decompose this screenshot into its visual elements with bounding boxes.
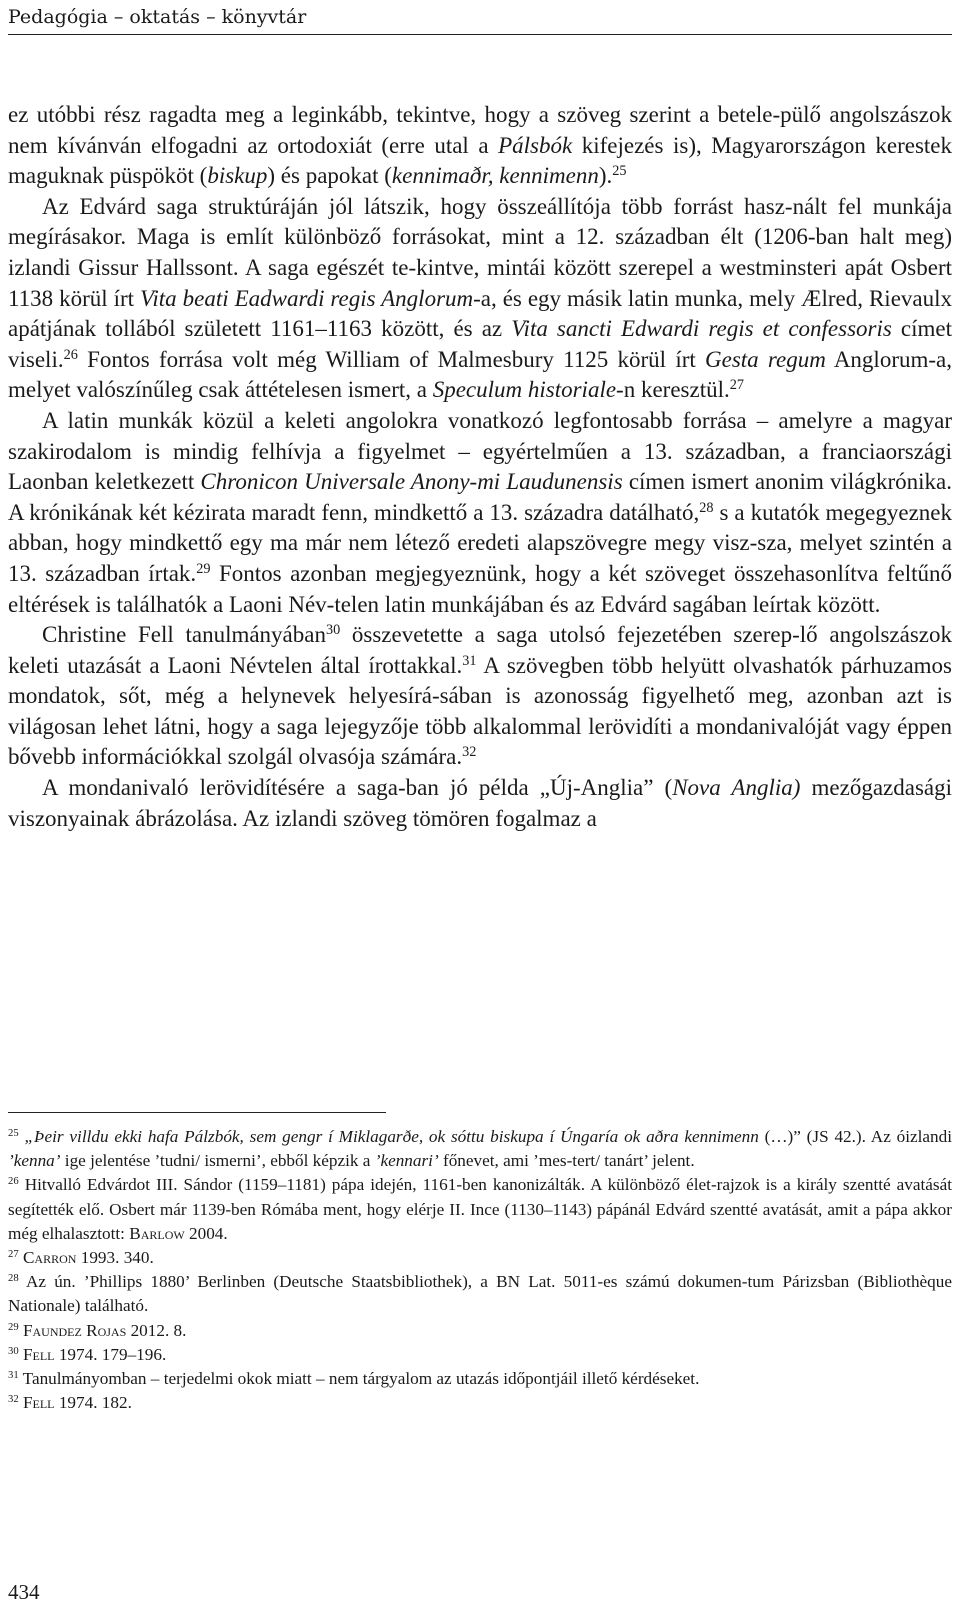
text: 2004. [184,1223,228,1243]
text: A szövegben több helyütt olvashatók párhuzamos mondatok, sőt, még a helynevek helyesírá-sában is azonosság figyelhető meg, azonban azt is világosan lehet látni, hogy a saga lejegyzője több alkalommal lerövidíti a mondanivalóját vagy éppen bővebb információkkal szolgál olvasója számára. [8,652,952,770]
footnote-number: 25 [8,1128,19,1140]
footnotes [8,1125,952,1415]
text: Fontos forrása volt még William of Malmesbury 1125 körül írt [77,346,706,372]
footnote-27 [8,1246,952,1270]
author-name: Fell [22,1344,55,1364]
text: Anglorum-a, melyet valószínűleg csak áttételesen ismert, a [8,346,952,403]
text: Fontos azonban megjegyeznünk, hogy a két szöveget összehasonlítva feltűnő eltérések is találhatók a Laoni Név-telen latin munkájában és az Edvárd sagában leírtak között. [8,560,952,617]
footnote-31 [8,1367,952,1391]
footnote-number: 28 [8,1273,19,1285]
italic-term: ’kennari’ [374,1151,439,1171]
running-title: Pedagógia – oktatás – könyvtár [8,6,307,28]
paragraph-4 [8,620,952,773]
footnote-separator [8,1112,386,1113]
text: ). [598,163,613,189]
italic-term: kennimaðr, kennimenn [391,163,599,189]
footnote-number: 30 [8,1345,19,1357]
text: mezőgazdasági viszonyainak ábrázolása. Az izlandi szöveg tömören fogalmaz a [8,775,953,831]
paragraph-2 [8,192,952,406]
text: 1974. 182. [54,1393,132,1413]
text: kifejezés is), Magyarországon kerestek maguknak püspököt ( [8,132,952,189]
text: (…)” (JS 42.). Az óizlandi [758,1127,953,1146]
italic-quote: „Þeir villdu ekki hafa Pálzbók, sem gengr í Miklagarðe, ok sóttu biskupa í Úngaría ok aðra kennimenn [24,1127,759,1146]
text: 2012. 8. [126,1320,187,1340]
text: -a, és egy másik latin munka, mely Ælred, Rievaulx apátjának tollából született 1161–1163 között, és az [8,285,953,342]
text: főnevet, ami ’mes-tert/ tanárt’ jelent. [438,1151,695,1171]
page-number: 434 [8,1580,40,1604]
italic-term: ’kenna’ [8,1151,61,1171]
text: ez utóbbi rész ragadta meg a leginkább, tekintve, hogy a szöveg szerint a betele-pülő angolszászok nem kívánván elfogadni az ortodoxiát (erre utal a [8,102,952,158]
italic-term: biskup [207,163,268,189]
author-name: Carron [22,1248,77,1268]
text: Tanulmányomban – terjedelmi okok miatt – nem tárgyalom az utazás időpontjáil illető kérdéseket. [22,1369,700,1389]
paragraph-3 [8,406,952,620]
text: összevetette a saga utolsó fejezetében szerep-lő angolszászok keleti utazását a Laoni Névtelen által írottakkal. [8,622,952,678]
text: 1993. 340. [76,1248,154,1268]
italic-title: Chronicon Universale Anony-mi Laudunensis [200,469,623,495]
text: ige jelentése ’tudni/ ismerni’, ebből képzik a [60,1151,375,1171]
italic-title: Vita sancti Edwardi regis et confessoris [511,316,892,342]
text: Az Edvárd saga struktúráján jól látszik, hogy összeállítója több forrást hasz-nált fel munkája megírásakor. Maga is említ különböző forrásokat, mint a 12. században élt (1206-ban halt meg) izlandi Gissur Hallssont. A saga egészét te-kintve, mintái között szerepel a westminsteri apát Osbert 1138 körül írt [8,193,952,311]
italic-title: Gesta regum [705,346,826,372]
text: s a kutatók megegyeznek abban, hogy mindkettő egy ma már nem létező eredeti alapszövegre megy visz-sza, melyet szintén a 13. században írtak. [8,499,952,586]
footnote-ref: 27 [729,377,744,394]
author-name: Faundez Rojas [22,1320,127,1340]
footnote-ref: 26 [63,346,78,363]
footnote-26 [8,1173,952,1246]
text: ) és papokat ( [267,163,392,189]
text: Christine Fell tanulmányában [42,622,326,648]
text: A latin munkák közül a keleti angolokra vonatkozó legfontosabb forrása – amelyre a magyar szakirodalom is mindig felhívja a figyelmet – egyértelműen a 13. században, a franciaországi Laonban keletkezett [8,407,952,495]
text: 1974. 179–196. [54,1344,167,1364]
footnote-number: 26 [8,1176,19,1188]
footnote-number: 31 [8,1370,19,1382]
footnote-ref: 30 [325,622,341,639]
footnote-32 [8,1391,952,1415]
footnote-30 [8,1343,952,1367]
footnote-number: 29 [8,1321,19,1333]
footnote-ref: 28 [699,499,714,516]
author-name: Fell [22,1393,55,1413]
italic-title: Speculum historiale [432,377,617,403]
running-header [8,6,952,35]
footnote-number: 27 [8,1249,19,1261]
text: címet viseli. [8,316,952,372]
footnote-28 [8,1270,952,1318]
footnote-ref: 32 [462,744,477,761]
author-name: Barlow [129,1223,185,1243]
text: címen ismert anonim világkrónika. A krónikának két kézirata maradt fenn, mindkettő a 13. századra datálható, [8,469,952,525]
text: Az ún. ’Phillips 1880’ Berlinben (Deutsche Staatsbibliothek), a BN Lat. 5011-es számú dokumen-tum Párizsban (Bibliothèque Nationale) található. [8,1272,952,1316]
paragraph-5 [8,773,952,834]
footnote-number: 32 [8,1394,19,1406]
footnote-25 [8,1125,952,1173]
text: Hitvalló Edvárdot III. Sándor (1159–1181) pápa idején, 1161-ben kanonizálták. A különböző élet-rajzok is a király szentté avatását segítették elő. Osbert már 1139-ben Rómába ment, hogy elérje II. Ince (1130–1143) pápánál Edvárd szentté avatását, amit a pápa akkor még elhalasztott: [8,1175,952,1243]
text: -n keresztül. [616,377,730,403]
italic-term: Pálsbók [498,132,573,158]
italic-title: Vita beati Eadwardi regis Anglorum [140,285,474,311]
footnote-29 [8,1319,952,1343]
footnote-ref: 31 [462,652,477,669]
footnote-ref: 29 [196,561,211,578]
paragraph-1 [8,100,952,192]
footnote-ref: 25 [612,163,627,180]
main-text [8,100,952,834]
italic-term: Nova Anglia) [672,775,801,801]
text: A mondanivaló lerövidítésére a saga-ban jó példa „Új-Anglia” ( [42,775,673,801]
